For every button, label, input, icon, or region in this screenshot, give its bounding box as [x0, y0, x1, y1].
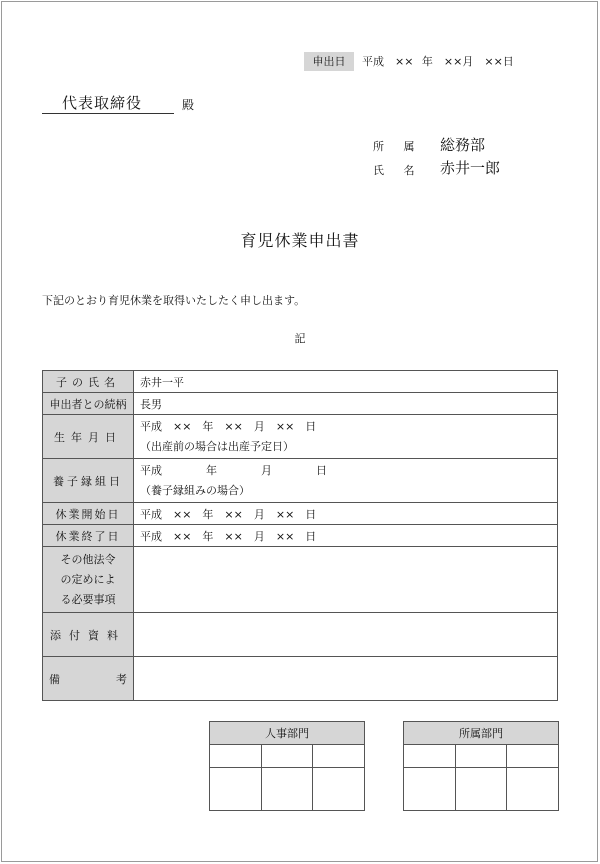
- remarks-value[interactable]: [134, 657, 558, 701]
- table-row: [43, 393, 558, 415]
- intro-text: 下記のとおり育児休業を取得いたしたく申し出ます。: [42, 294, 306, 307]
- table-row: [43, 525, 558, 547]
- affiliation-label: 所 属: [373, 140, 416, 153]
- leave-start-value: 平成 ×× 年 ×× 月 ×× 日: [134, 503, 558, 525]
- other-label-line-1: その他法令: [60, 552, 116, 566]
- relation-value: 長男: [134, 393, 558, 415]
- affiliation-value: 総務部: [440, 136, 486, 154]
- stamp-cell: [404, 745, 456, 768]
- other-value[interactable]: [134, 547, 558, 613]
- table-row: [43, 547, 558, 613]
- stamp-cell: [261, 745, 313, 768]
- stamp-cell: [313, 745, 365, 768]
- child-name-label: 子の氏名: [43, 371, 134, 393]
- date-label: 申出日: [304, 52, 354, 71]
- table-row: [43, 371, 558, 393]
- child-name-value: 赤井一平: [134, 371, 558, 393]
- name-label: 氏 名: [373, 164, 416, 177]
- stamp-cell: [210, 768, 262, 811]
- stamp-cell: [261, 768, 313, 811]
- department-approval-box: [403, 721, 559, 811]
- stamp-cell: [313, 768, 365, 811]
- adoption-date-note: （養子縁組みの場合）: [140, 483, 250, 497]
- other-label-line-2: の定めによ: [60, 572, 116, 586]
- birth-date-value: 平成 ×× 年 ×× 月 ×× 日: [140, 419, 317, 433]
- addressee-underline: [42, 113, 174, 114]
- leave-end-label: 休業終了日: [43, 525, 134, 547]
- leave-end-value: 平成 ×× 年 ×× 月 ×× 日: [134, 525, 558, 547]
- name-value: 赤井一郎: [440, 159, 501, 177]
- remarks-label-left: 備: [49, 672, 60, 686]
- attachments-value[interactable]: [134, 613, 558, 657]
- birth-date-note: （出産前の場合は出産予定日）: [140, 439, 294, 453]
- ki-marker: 記: [294, 332, 306, 345]
- stamp-cell: [455, 745, 507, 768]
- table-row: [43, 415, 558, 459]
- table-row: [43, 459, 558, 503]
- table-row: [43, 613, 558, 657]
- adoption-date-label: 養子縁組日: [43, 459, 134, 503]
- stamp-cell: [507, 745, 559, 768]
- remarks-label-right: 考: [116, 672, 127, 686]
- remarks-label: [43, 671, 133, 687]
- table-row: [43, 657, 558, 701]
- addressee: 代表取締役: [62, 94, 143, 112]
- attachments-label: 添付資料: [43, 613, 134, 657]
- addressee-honorific: 殿: [182, 98, 195, 112]
- stamp-cell: [404, 768, 456, 811]
- stamp-cell: [455, 768, 507, 811]
- birth-date-label: 生年月日: [43, 415, 134, 459]
- other-label-line-3: る必要事項: [60, 592, 116, 606]
- relation-label: 申出者との続柄: [43, 393, 134, 415]
- hr-approval-box: [209, 721, 365, 811]
- hr-approval-title: 人事部門: [210, 722, 365, 745]
- application-table: [42, 370, 558, 701]
- stamp-cell: [210, 745, 262, 768]
- table-row: [43, 503, 558, 525]
- stamp-cell: [507, 768, 559, 811]
- adoption-date-value: 平成 年 月 日: [140, 463, 327, 477]
- document-title: 育児休業申出書: [240, 231, 360, 250]
- date-value: 平成 ×× 年 ××月 ××日: [362, 55, 514, 68]
- department-approval-title: 所属部門: [404, 722, 559, 745]
- leave-start-label: 休業開始日: [43, 503, 134, 525]
